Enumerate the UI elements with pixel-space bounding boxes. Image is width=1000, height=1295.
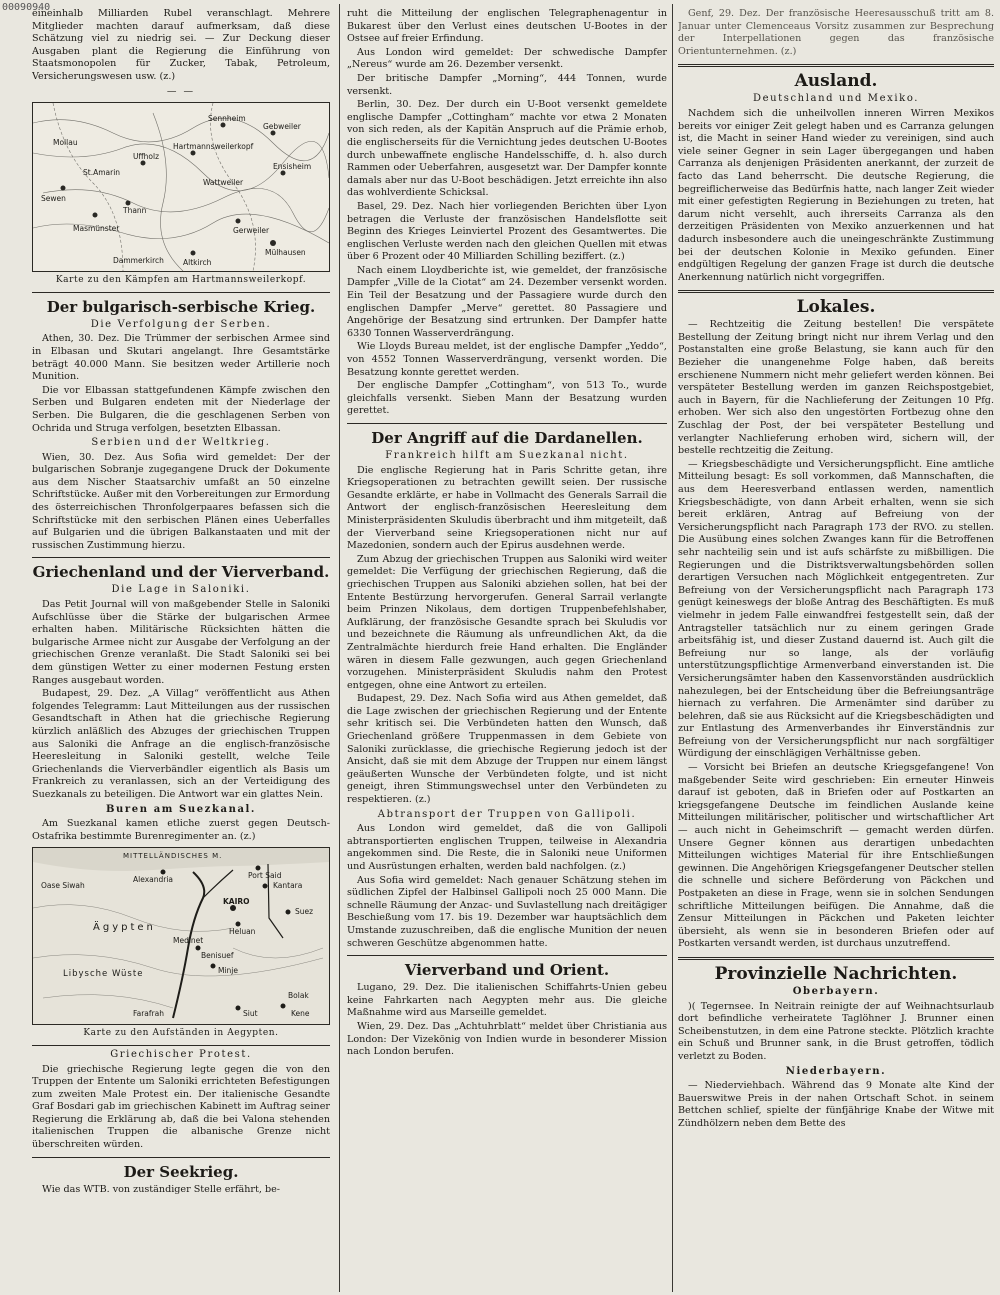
map-label: Mollau (53, 138, 78, 148)
paragraph: ruht die Mitteilung der englischen Telegraphenagentur in Bukarest über den Verlust eines deutschen U-Bootes in der Ostsee auf freier Erfindung. (347, 8, 667, 45)
paragraph: Der britische Dampfer „Morning“, 444 Tonnen, wurde versenkt. (347, 72, 667, 97)
map-label: MITTELLÄNDISCHES M. (123, 852, 223, 861)
paragraph: Die vor Elbassan stattgefundenen Kämpfe zwischen den Serben und Bulgaren endeten mit der Niederlage der Serben. Die Bulgaren, die die geschlagenen Serben von Ochrida und Struga verfolgen, besetzten Elbassan. (32, 384, 330, 434)
map-label: Oase Siwah (41, 881, 85, 891)
paragraph: Wien, 30. Dez. Aus Sofia wird gemeldet: Der der bulgarischen Sobranje zugegangene Druck der Dokumente aus dem Nischer Staatsarchiv umfaßt an 50 einzelne Schriftstücke. Außer mit den Vorbereitungen zur Ermordung des österreichischen Thronfolgerpaares befassen sich die Schriftstücke mit den serbischen Plänen eines Ueberfalles auf Bulgarien und die übrigen Balkanstaaten und mit der russischen Zustimmung hierzu. (32, 451, 330, 551)
divider (678, 64, 994, 67)
paragraph: Wien, 29. Dez. Das „Achtuhrblatt“ meldet über Christiania aus London: Der Vizekönig von Indien wurde in besonderer Mission nach London berufen. (347, 1020, 667, 1058)
divider (32, 1045, 330, 1046)
paragraph: Nach einem Lloydberichte ist, wie gemeldet, der französische Dampfer „Ville de la Ciotat“ am 24. Dezember versenkt worden. Ein Teil der Besatzung und der Passagiere wurde durch den englischen Dampfer „Merve“ gerettet. 80 Passagiere und Angehörige der Besatzung sind ertrunken. Der Dampfer hatte 6330 Tonnen Wasserverdrängung. (347, 264, 667, 339)
map-label: Minje (218, 966, 239, 976)
map-aegypten (32, 847, 330, 1025)
map-label: Sennheim (208, 114, 246, 124)
divider (347, 955, 667, 956)
divider (32, 1157, 330, 1158)
paragraph: Am Suezkanal kamen etliche zuerst gegen Deutsch-Ostafrika bestimmte Burenregimenter an. (z.) (32, 818, 330, 842)
headline-bulgarisch-serbisch: Der bulgarisch-serbische Krieg. (46, 297, 316, 316)
map-label: Mülhausen (265, 248, 306, 258)
map-label: Ägypten (93, 922, 156, 934)
subhead: Frankreich hilft am Suezkanal nicht. (385, 450, 629, 461)
map-label: St.Amarin (83, 168, 121, 178)
map-label: Farafrah (133, 1009, 164, 1019)
headline-ausland: Ausland. (794, 71, 878, 92)
map-label: Thann (123, 206, 147, 216)
headline-griechenland: Griechenland und der Vierverband. (32, 563, 330, 582)
paragraph: Berlin, 30. Dez. Der durch ein U-Boot versenkt gemeldete englische Dampfer „Cottingham“ machte vor etwa 2 Monaten von sich reden, als der Kapitän Anspruch auf die Prämie erhob, die englischerseits für die Vernichtung jedes deutschen U-Bootes durch unbewaffnete englische Handelsschiffe, d. h. also durch Rammen oder Ueberfahren, ausgesetzt war. Der Dampfer konnte damals aber nur das U-Boot beschädigen. Jetzt erreichte ihn also das wohlverdiente Schicksal. (347, 99, 667, 199)
paragraph: Basel, 29. Dez. Nach hier vorliegenden Berichten über Lyon betragen die Verluste der französischen Handelsflotte seit Beginn des Krieges Leinviertel Prozent des Gesamtwertes. Die englischen Verluste werden nach den gleichen Quellen mit etwas über 6 Prozent oder 40 Milliarden Schilling beziffert. (z.) (347, 200, 667, 263)
paragraph: — Kriegsbeschädigte und Versicherungspflicht. Eine amtliche Mitteilung besagt: Es soll vorkommen, daß Mannschaften, die aus dem Heeresverband entlassen werden, namentlich Kriegsbeschädigte, von dann Arbeit erhalten, wenn sie sich bereit erklären, Antrag auf Befreiung von der Versicherungspflicht nach Paragraph 173 der RVO. zu stellen. Die Ausübung eines solchen Zwanges kann für die Betroffenen sehr nachteilig sein und ist aufs schärfste zu mißbilligen. Die Regierungen und die Distriktsverwaltungsbehörden sollen derartigen Versuchen nach Möglichkeit entgegentreten. Zur Befreiung von der Versicherungspflicht nach Paragraph 173 genügt keineswegs der bloße Antrag des Beschäftigten. Es muß vielmehr in jedem Falle einwandfrei festgestellt sein, daß der Antragsteller tatsächlich nur zu einem geringen Grade arbeitsfähig ist, und dieser Zustand dauernd ist. Auch gilt die Befreiung nur so lange, als der vorläufig unterstützungspflichtige Armenverband einverstanden ist. Die Versicherungsämter haben den Kassenvorständen ausdrücklich nahezulegen, bei der Entscheidung über die Befreiungsanträge hiernach zu verfahren. Die Armenämter sind darüber zu belehren, daß sie aus Rücksicht auf die Kriegsbeschädigten und zur Entlastung des Armenverbandes ihr Einverständnis zur Befreiung von der Versicherungspflicht nur nach sorgfältiger Würdigung der einschlägigen Verhältnisse geben. (678, 458, 994, 760)
subhead: Griechischer Protest. (110, 1048, 252, 1060)
headline-dardanellen: Der Angriff auf die Dardanellen. (371, 429, 643, 447)
paragraph: Aus London wird gemeldet, daß die von Gallipoli abtransportierten englischen Truppen, teilweise in Alexandria angekommen sind. Die Reste, die in Saloniki neue Uniformen und Ausrüstungen erhalten, werden bald nachfolgen. (z.) (347, 823, 667, 872)
headline-lokales: Lokales. (796, 297, 876, 318)
map-label: Altkirch (183, 258, 212, 268)
map-label: Ensisheim (273, 162, 312, 172)
subhead: Buren am Suezkanal. (105, 803, 257, 815)
map-label: Sewen (41, 194, 66, 204)
divider (347, 423, 667, 424)
paragraph: Der englische Dampfer „Cottingham“, von 513 To., wurde gleichfalls versenkt. Sieben Mann der Besatzung wurden gerettet. (347, 380, 667, 417)
map-label: Siut (243, 1009, 258, 1019)
paragraph: Aus London wird gemeldet: Der schwedische Dampfer „Nereus“ wurde am 26. Dezember versenkt. (347, 46, 667, 71)
paragraph: Das Petit Journal will von maßgebender Stelle in Saloniki Aufschlüsse über die Stärke der bulgarischen Armee erhalten haben. Militärische Rücksichten hätten die bulgarische Armee nicht zur Ausgabe der Verfolgung an der griechischen Grenze veranlaßt. Die Stadt Saloniki sei bei dem günstigen Wetter zu einer modernen Festung ersten Ranges ausgebaut worden. (32, 599, 330, 686)
paragraph: Wie Lloyds Bureau meldet, ist der englische Dampfer „Yeddo“, von 4552 Tonnen Wasserverdrängung, versenkt worden. Die Besatzung konnte gerettet werden. (347, 341, 667, 378)
map-label: Kene (291, 1009, 310, 1019)
paragraph: Lugano, 29. Dez. Die italienischen Schiffahrts-Unien gebeu keine Fahrkarten nach Aegypten mehr aus. Die gleiche Maßnahme wird aus Marseille gemeldet. (347, 982, 667, 1019)
map-label: Suez (295, 907, 314, 917)
map-caption: Karte zu den Aufständen in Aegypten. (83, 1028, 279, 1039)
headline-seekrieg: Der Seekrieg. (123, 1162, 239, 1181)
map-label: Alexandria (133, 875, 174, 885)
map-label: KAIRO (223, 897, 250, 907)
subhead: Abtransport der Truppen von Gallipoli. (377, 808, 637, 820)
subhead: Niederbayern. (785, 1065, 887, 1077)
map-label: Hartmannsweilerkopf (173, 142, 254, 152)
separator: — — (166, 85, 196, 97)
divider (32, 292, 330, 293)
map-caption: Karte zu den Kämpfen am Hartmannsweilerkopf. (55, 275, 307, 286)
divider (678, 957, 994, 960)
paragraph: — Rechtzeitig die Zeitung bestellen! Die verspätete Bestellung der Zeitung bringt nicht nur ihrem Verlag und den Postanstalten eine große Belastung, sie kann auch für den Bezieher die unangenehme Folge haben, daß bereits erschienene Nummern nicht mehr geliefert werden können. Bei verspäteter Bestellung werden im ganzen Reichspostgebiet, auch in Bayern, für die Nachlieferung der Zeitungen 10 Pfg. erhoben. Wer sich also den ungestörten Fortbezug ohne den Zuschlag der Post, der bei verspäteter Bestellung und verlangter Nachlieferung erhoben wird, sichern will, der bestelle rechtzeitig die Zeitung. (678, 319, 994, 457)
paragraph: )( Tegernsee. In Neitrain reinigte der auf Weihnachtsurlaub dort befindliche verheiratete Taglöhner J. Brunner einen Scheibenstutzen, in dem eine Patrone steckte. Plötzlich krachte ein Schuß und Brunner sank, in die Brust getroffen, tödlich verletzt zu Boden. (678, 1000, 994, 1062)
column-rule-left (339, 4, 340, 1292)
map-label: Masmünster (73, 224, 120, 234)
map-hartmannsweilerkopf (32, 102, 330, 272)
column-rule-right (672, 4, 673, 1292)
column-2 (347, 8, 667, 1290)
map-label: Medinet (173, 936, 204, 946)
headline-vierverband-orient: Vierverband und Orient. (404, 961, 610, 980)
paragraph: Wie das WTB. von zuständiger Stelle erfährt, be- (42, 1183, 281, 1195)
map-label: Gebweiler (263, 122, 301, 132)
map-label: Benisuef (201, 951, 234, 961)
paragraph: — Niederviehbach. Während das 9 Monate alte Kind der Bauerswitwe Preis in der nahen Ortschaft Schot. in seinem Bettchen schlief, spielte der fünfjährige Knabe der Witwe mit Zündhölzern neben dem Bette des (678, 1080, 994, 1129)
map-label: Uffholz (133, 152, 160, 162)
map-label: Heluan (229, 927, 256, 937)
divider (32, 557, 330, 558)
paragraph: Die englische Regierung hat in Paris Schritte getan, ihre Kriegsoperationen zu betrachten gewillt seien. Der russische Gesandte erklärte, er habe in Vollmacht des Generals Sarrail die Antwort der englisch-französischen Heeresleitung dem Ministerpräsidenten Skuludis überbracht und ihm mitgeteilt, daß der Vierverband seine Kriegsoperationen nicht nur auf Mazedonien, sondern auch der Epirus ausdehnen werde. (347, 464, 667, 552)
map-label: Bolak (288, 991, 309, 1001)
column-1 (32, 8, 330, 1290)
paragraph: Budapest, 29. Dez. Nach Sofia wird aus Athen gemeldet, daß die Lage zwischen der griechischen Regierung und der Entente sehr kritisch sei. Die Verbündeten hatten den Wunsch, daß Griechenland größere Truppenmassen in dem Gebiete von Saloniki zurücklasse, die griechische Regierung jedoch ist der Ansicht, daß sie mit dem Abzuge der Truppen nur einem längst geäußerten Wunsche der Verbündeten folgte, und ist nicht geneigt, ihren Stimmungswechsel unter den Verbündeten zu respektieren. (z.) (347, 693, 667, 806)
map-label: Libysche Wüste (63, 969, 144, 980)
archive-id: 00090940 (2, 2, 51, 13)
paragraph: Aus Sofia wird gemeldet: Nach genauer Schätzung stehen im südlichen Zipfel der Halbinsel Gallipoli noch 25 000 Mann. Die schnelle Räumung der Anzac- und Suvlastellung nach dreitägiger Beschießung vom 17. bis 19. Dezember war hauptsächlich dem Umstande zuzuschreiben, daß die englische Munition der neuen schweren Geschütze abgenommen hatte. (347, 874, 667, 949)
paragraph: Zum Abzug der griechischen Truppen aus Saloniki wird weiter gemeldet: Die Verfügung der griechischen Regierung, daß die griechischen Truppen aus Saloniki abziehen sollen, hat bei der Entente Bestürzung hervorgerufen. General Sarrail verlangte beim Prinzen Nikolaus, dem dortigen Truppenbefehlshaber, Aufklärung, der französische Gesandte sprach bei Skuludis vor und bezeichnete die Räumung als unfreundlichen Akt, da die Zentralmächte hierdurch freie Hand erhalten. Die Engländer wären in diesem Falle gezwungen, auch gegen Griechenland vorzugehen. Ministerpräsident Skuludis nahm den Protest entgegen, ohne eine Antwort zu erteilen. (347, 553, 667, 691)
subhead: Oberbayern. (792, 985, 880, 997)
subhead: Die Lage in Saloniki. (111, 584, 251, 596)
divider (678, 290, 994, 293)
map-label: Kantara (273, 881, 303, 891)
paragraph: Budapest, 29. Dez. „A Villag“ veröffentlicht aus Athen folgendes Telegramm: Laut Mitteilungen aus der russischen Gesandtschaft in Athen hat die griechische Regierung kürzlich anläßlich des Abzuges der griechischen Truppen aus Saloniki die Anfrage an die englisch-französische Heeresleitung in Saloniki gestellt, welche Teile Griechenlands die Vierverbändler eigentlich als Basis um Frankreich zu veranlassen, sich an der Verteidigung des Suezkanals zu beteiligen. Die Antwort war ein glattes Nein. (32, 688, 330, 800)
paragraph: Athen, 30. Dez. Die Trümmer der serbischen Armee sind in Elbasan und Skutari angelangt. Ihre Gesamtstärke beträgt 40.000 Mann. Sie besitzen weder Artillerie noch Munition. (32, 333, 330, 383)
map-label: Dammerkirch (113, 256, 164, 266)
subhead: Serbien und der Weltkrieg. (91, 437, 271, 449)
subhead: Deutschland und Mexiko. (752, 93, 920, 105)
paragraph: Nachdem sich die unheilvollen inneren Wirren Mexikos bereits vor einiger Zeit gelegt haben und es Carranza gelungen ist, die Macht in seiner Hand wieder zu vereinigen, sind auch viele seiner Gegner in sein Lager übergegangen und haben Carranza als denjenigen Präsidenten anerkannt, der zurzeit de facto das Land beherrscht. Die deutsche Regierung, die begreiflicherweise das Bedürfnis hatte, nach langer Zeit wieder mit einer gefestigten Regierung in Beziehungen zu treten, hat darum nicht versehlt, auch ihrerseits Carranza als den derzeitigen Präsidenten von Mexiko anzuerkennen und hat dadurch insbesondere auch die uneingeschränkte Zustimmung bei der deutschen Kolonie in Mexiko gefunden. Einer endgültigen Regelung der ganzen Frage ist durch die deutsche Anerkennung natürlich nicht vorgegriffen. (678, 107, 994, 283)
map-label: Port Said (248, 871, 282, 881)
map-label: Gerweiler (233, 226, 270, 236)
headline-provinzielle-nachrichten: Provinzielle Nachrichten. (714, 963, 958, 984)
article-continuation: eineinhalb Milliarden Rubel veranschlagt. Mehrere Mitglieder machten darauf aufmerksam, daß diese Schätzung viel zu niedrig sei. — Zur Deckung dieser Ausgaben plant die Regierung die Einführung von Staatsmonopolen für Zucker, Tabak, Petroleum, Versicherungswesen usw. (z.) (32, 8, 330, 82)
column-3 (678, 8, 994, 1290)
paragraph: Genf, 29. Dez. Der französische Heeresausschuß tritt am 8. Januar unter Clemenceaus Vorsitz zusammen zur Besprechung der Interpellationen gegen das französische Orientunternehmen. (z.) (678, 8, 994, 57)
subhead: Die Verfolgung der Serben. (90, 318, 272, 330)
paragraph: Die griechische Regierung legte gegen die von den Truppen der Entente um Saloniki errichteten Befestigungen zum zweiten Male Protest ein. Der italienische Gesandte Graf Bosdari gab im griechischen Kabinett im Auftrag seiner Regierung die Erklärung ab, daß die bei Valona stehenden italienischen Truppen die albanische Grenze nicht überschreiten würden. (32, 1063, 330, 1151)
map-label: Wattweiler (203, 178, 244, 188)
paragraph: — Vorsicht bei Briefen an deutsche Kriegsgefangene! Von maßgebender Seite wird geschrieben: Ein erneuter Hinweis darauf ist geboten, daß in Briefen oder auf Postkarten an kriegsgefangene Deutsche im feindlichen Auslande keine Mitteilungen militärischer, politischer und wirtschaftlicher Art — auch nicht in Geheimschrift — gemacht werden dürfen. Unsere Gegner können aus derartigen unbedachten Mitteilungen wichtiges Material für ihre Entschließungen gewinnen. Die Angehörigen Kriegsgefangener Deutscher stellen die schnelle und sichere Beförderung von Päckchen und Postpaketen an diese in Frage, wenn sie in solchen Sendungen schriftliche Mitteilungen beifügen. Die Annahme, daß die Zensur Mitteilungen in Päckchen und Paketen leichter übersieht, als wenn sie in besonderen Briefen oder auf Postkarten versandt werden, ist durchaus unzutreffend. (678, 762, 994, 950)
